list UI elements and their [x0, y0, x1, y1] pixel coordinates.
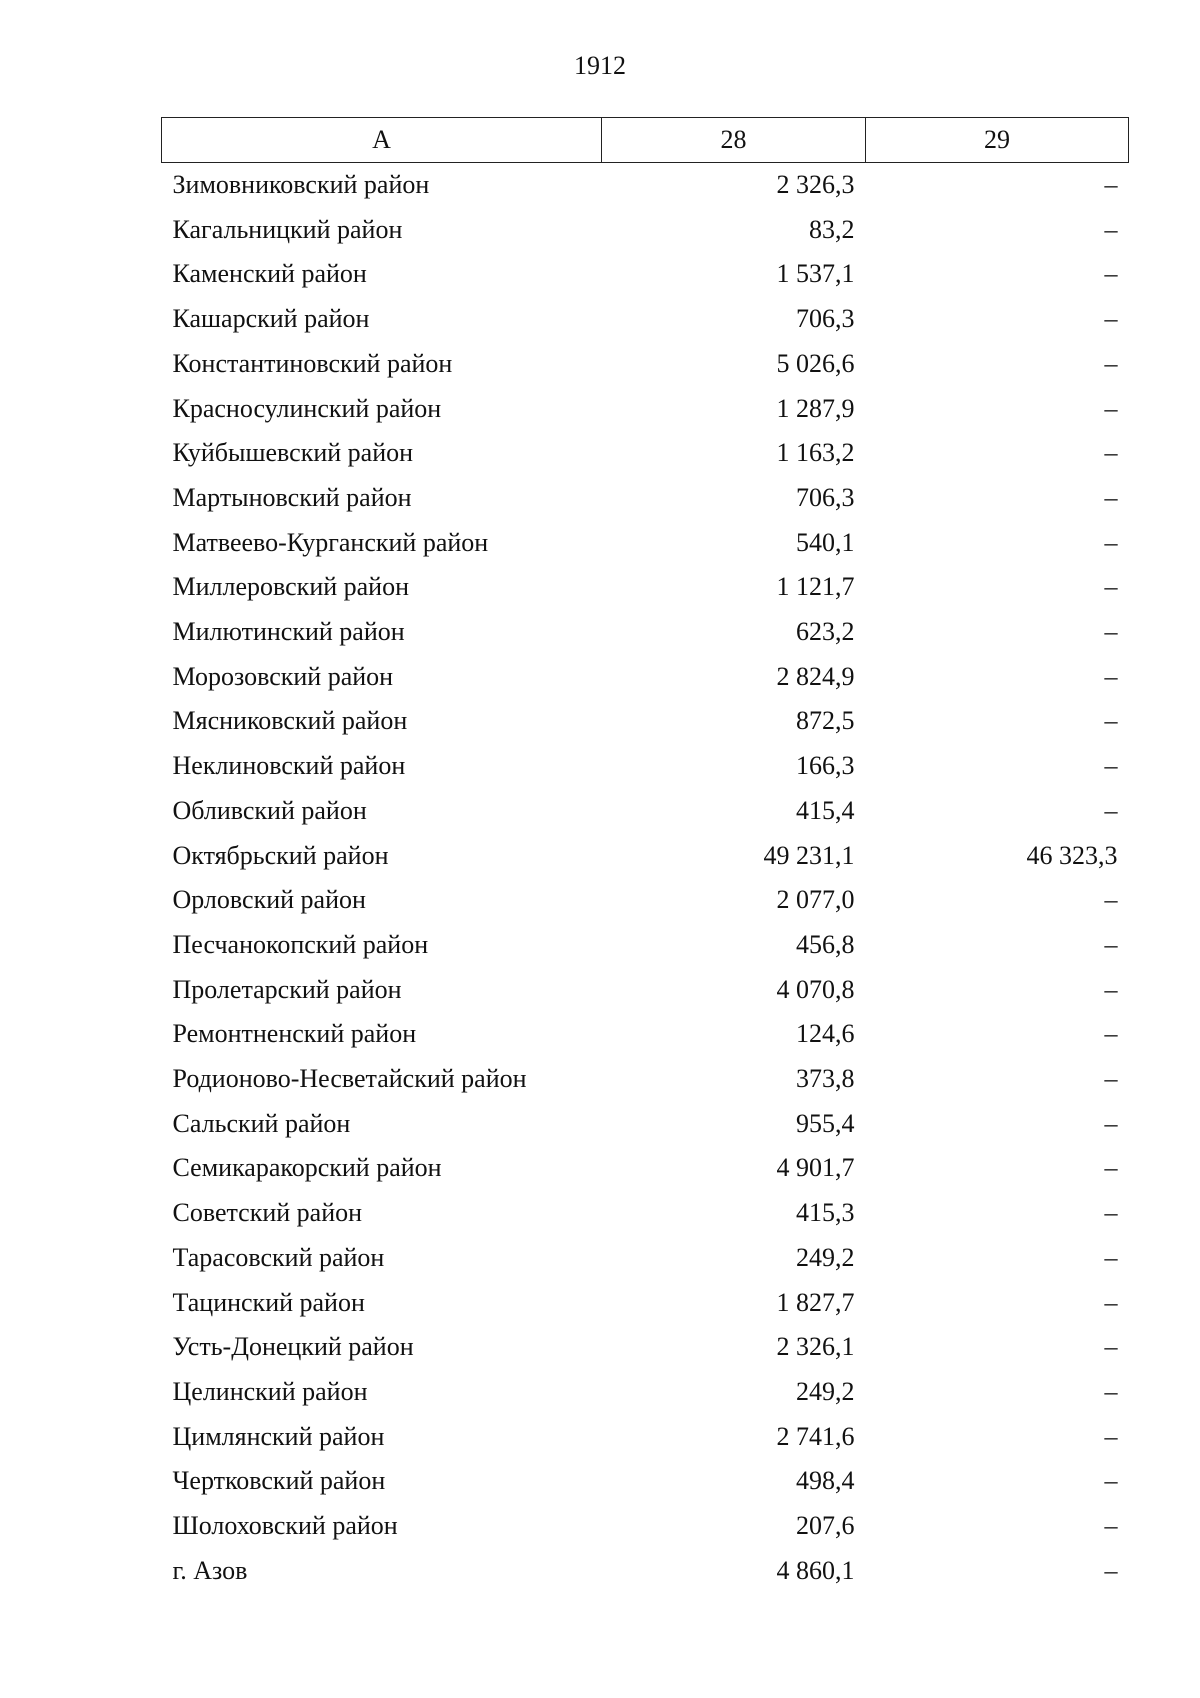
- district-name: Тарасовский район: [172, 1242, 385, 1272]
- district-name: Зимовниковский район: [172, 170, 430, 199]
- district-name: Тацинский район: [172, 1287, 365, 1317]
- table-row: [162, 208, 1129, 253]
- table-row: [162, 1191, 1129, 1236]
- district-name: Морозовский район: [172, 661, 394, 691]
- table-row: [162, 968, 1129, 1013]
- value-column-28: 706,3: [796, 304, 855, 334]
- table-row: [162, 342, 1129, 387]
- table-row: [162, 387, 1129, 432]
- district-name: Кашарский район: [172, 304, 370, 334]
- page-number: 1912: [574, 51, 626, 80]
- value-column-28: 955,4: [796, 1108, 855, 1138]
- value-column-29: –: [1104, 393, 1118, 423]
- value-column-28: 83,2: [809, 214, 855, 244]
- table-row: [162, 252, 1129, 297]
- table-row: [162, 1504, 1129, 1549]
- value-column-29: –: [1104, 1332, 1118, 1362]
- district-name: Песчанокопский район: [172, 929, 429, 959]
- value-column-29: –: [1104, 795, 1118, 825]
- table-row: [162, 1012, 1129, 1057]
- value-column-28: 2 077,0: [776, 885, 855, 915]
- district-name: Матвеево-Курганский район: [172, 527, 489, 557]
- value-column-29: –: [1104, 885, 1118, 915]
- value-column-28: 4 070,8: [776, 974, 855, 1004]
- district-name: Родионово-Несветайский район: [172, 1064, 527, 1094]
- value-column-28: 207,6: [796, 1511, 855, 1541]
- value-column-28: 4 901,7: [776, 1153, 855, 1183]
- header-column-28: 28: [602, 118, 866, 163]
- district-name: Советский район: [172, 1198, 363, 1228]
- district-name: Обливский район: [172, 795, 367, 825]
- value-column-28: 1 121,7: [776, 572, 855, 602]
- table-row: [162, 1325, 1129, 1370]
- value-column-29: –: [1104, 1511, 1118, 1541]
- district-name: г. Азов: [172, 1555, 248, 1585]
- table-row: [162, 1281, 1129, 1326]
- district-name: Куйбышевский район: [172, 438, 414, 468]
- value-column-29: –: [1104, 1376, 1118, 1406]
- table-row: [162, 565, 1129, 610]
- value-column-29: –: [1104, 617, 1118, 647]
- value-column-28: 166,3: [796, 751, 855, 781]
- district-name: Милютинский район: [172, 617, 405, 647]
- value-column-28: 1 287,9: [776, 393, 855, 423]
- district-name: Константиновский район: [172, 348, 453, 378]
- value-column-28: 249,2: [796, 1242, 855, 1272]
- value-column-29: –: [1104, 751, 1118, 781]
- value-column-28: 540,1: [796, 527, 855, 557]
- value-column-28: 456,8: [796, 929, 855, 959]
- table-row: [162, 699, 1129, 744]
- table-row: [162, 1459, 1129, 1504]
- table-body: [162, 163, 1129, 1594]
- value-column-29: –: [1104, 1555, 1118, 1585]
- value-column-28: 706,3: [796, 482, 855, 512]
- table-row: [162, 834, 1129, 879]
- value-column-29: –: [1104, 259, 1118, 289]
- district-name: Шолоховский район: [172, 1511, 398, 1541]
- value-column-28: 415,3: [796, 1198, 855, 1228]
- value-column-29: –: [1104, 1466, 1118, 1496]
- table-row: [162, 1146, 1129, 1191]
- district-name: Каменский район: [172, 259, 367, 289]
- value-column-29: –: [1104, 348, 1118, 378]
- table-row: [162, 878, 1129, 923]
- value-column-29: –: [1104, 1198, 1118, 1228]
- district-name: Пролетарский район: [172, 974, 402, 1004]
- table-row: [162, 610, 1129, 655]
- district-name: Целинский район: [172, 1376, 368, 1406]
- value-column-28: 2 824,9: [776, 661, 855, 691]
- district-name: Усть-Донецкий район: [172, 1332, 414, 1362]
- value-column-28: 124,6: [796, 1019, 855, 1049]
- table-row: [162, 1549, 1129, 1594]
- district-name: Мартыновский район: [172, 482, 412, 512]
- district-name: Красносулинский район: [172, 393, 442, 423]
- table-row: [162, 1102, 1129, 1147]
- table-row: [162, 521, 1129, 566]
- value-column-29: –: [1104, 1019, 1118, 1049]
- value-column-29: –: [1104, 1421, 1118, 1451]
- table-row: [162, 789, 1129, 834]
- district-name: Цимлянский район: [172, 1421, 385, 1451]
- district-name: Чертковский район: [172, 1466, 386, 1496]
- table-row: [162, 431, 1129, 476]
- table-row: [162, 1415, 1129, 1460]
- value-column-28: 5 026,6: [776, 348, 855, 378]
- table-row: [162, 923, 1129, 968]
- district-name: Мясниковский район: [172, 706, 408, 736]
- value-column-29: –: [1104, 706, 1118, 736]
- table-row: [162, 744, 1129, 789]
- table-row: [162, 297, 1129, 342]
- value-column-29: –: [1104, 929, 1118, 959]
- district-name: Ремонтненский район: [172, 1019, 417, 1049]
- value-column-28: 498,4: [796, 1466, 855, 1496]
- value-column-29: –: [1104, 527, 1118, 557]
- table-row: [162, 1236, 1129, 1281]
- value-column-28: 1 537,1: [776, 259, 855, 289]
- district-name: Неклиновский район: [172, 751, 406, 781]
- value-column-28: 1 163,2: [776, 438, 855, 468]
- value-column-28: 2 741,6: [776, 1421, 855, 1451]
- district-name: Сальский район: [172, 1108, 351, 1138]
- data-table: [161, 117, 1129, 1594]
- table-row: [162, 476, 1129, 521]
- header-column-29: 29: [866, 118, 1129, 163]
- value-column-29: –: [1104, 1242, 1118, 1272]
- value-column-28: 1 827,7: [776, 1287, 855, 1317]
- value-column-28: 249,2: [796, 1376, 855, 1406]
- value-column-28: 623,2: [796, 617, 855, 647]
- header-row: [162, 118, 1129, 163]
- value-column-28: 872,5: [796, 706, 855, 736]
- district-name: Кагальницкий район: [172, 214, 403, 244]
- value-column-29: –: [1104, 1153, 1118, 1183]
- value-column-28: 49 231,1: [763, 840, 855, 870]
- table-row: [162, 163, 1129, 208]
- district-name: Орловский район: [172, 885, 366, 915]
- header-column-a: А: [162, 118, 602, 163]
- value-column-28: 4 860,1: [776, 1555, 855, 1585]
- value-column-29: –: [1104, 1108, 1118, 1138]
- value-column-29: 46 323,3: [1026, 840, 1118, 870]
- value-column-29: –: [1104, 1287, 1118, 1317]
- value-column-28: 2 326,3: [776, 170, 855, 199]
- table-header: [162, 118, 1129, 163]
- district-name: Октябрьский район: [172, 840, 389, 870]
- value-column-29: –: [1104, 482, 1118, 512]
- value-column-29: –: [1104, 974, 1118, 1004]
- value-column-29: –: [1104, 1064, 1118, 1094]
- value-column-28: 415,4: [796, 795, 855, 825]
- district-name: Миллеровский район: [172, 572, 410, 602]
- value-column-29: –: [1104, 572, 1118, 602]
- value-column-29: –: [1104, 661, 1118, 691]
- table-row: [162, 1057, 1129, 1102]
- table-row: [162, 655, 1129, 700]
- district-name: Семикаракорский район: [172, 1153, 442, 1183]
- table-row: [162, 1370, 1129, 1415]
- value-column-29: –: [1104, 438, 1118, 468]
- value-column-29: –: [1104, 170, 1118, 199]
- value-column-29: –: [1104, 214, 1118, 244]
- value-column-28: 2 326,1: [776, 1332, 855, 1362]
- value-column-28: 373,8: [796, 1064, 855, 1094]
- value-column-29: –: [1104, 304, 1118, 334]
